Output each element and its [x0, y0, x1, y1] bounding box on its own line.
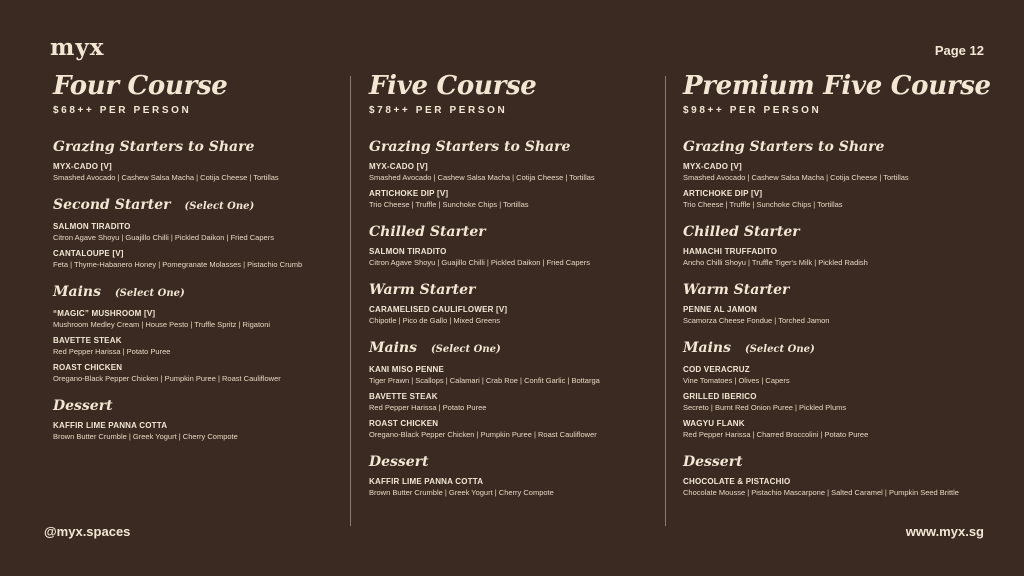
section-heading	[683, 138, 993, 156]
section-heading-text: Second Starter	[53, 197, 171, 213]
dish-name: GRILLED IBERICO	[683, 392, 757, 401]
menu-item	[53, 248, 353, 270]
dish-name: PENNE AL JAMON	[683, 305, 757, 314]
menu-item	[369, 161, 669, 183]
section-heading-text: Grazing Starters to Share	[683, 139, 885, 155]
dish-name: ARTICHOKE DIP [V]	[683, 189, 763, 198]
section-heading-text: Warm Starter	[683, 282, 790, 298]
section-heading	[369, 138, 669, 156]
social-handle: @myx.spaces	[44, 524, 131, 539]
menu-section	[53, 283, 353, 384]
section-heading	[53, 397, 353, 415]
dish-name: ROAST CHICKEN	[369, 419, 439, 428]
menu-item	[683, 161, 993, 183]
section-heading-text: Dessert	[369, 454, 429, 470]
dish-description: Red Pepper Harissa | Potato Puree	[369, 403, 487, 412]
course-title: Premium Five Course	[683, 71, 991, 101]
menu-item	[683, 364, 993, 386]
dish-name: “MAGIC” MUSHROOM [V]	[53, 309, 156, 318]
website-link: www.myx.sg	[905, 524, 984, 539]
section-heading-text: Grazing Starters to Share	[369, 139, 571, 155]
section-heading	[53, 138, 353, 156]
menu-section	[683, 138, 993, 210]
dish-description: Mushroom Medley Cream | House Pesto | Truffle Spritz | Rigatoni	[53, 320, 271, 329]
menu-section	[683, 339, 993, 440]
menu-item	[369, 391, 669, 413]
menu-item	[683, 391, 993, 413]
dish-description: Feta | Thyme-Habanero Honey | Pomegranate Molasses | Pistachio Crumb	[53, 260, 303, 269]
dish-description: Citron Agave Shoyu | Guajillo Chilli | Pickled Daikon | Fried Capers	[369, 258, 590, 267]
menu-item	[369, 188, 669, 210]
dish-description: Secreto | Burnt Red Onion Puree | Pickled Plums	[683, 403, 847, 412]
course-title: Four Course	[53, 71, 228, 101]
menu-item	[683, 304, 993, 326]
section-note: (Select One)	[114, 288, 185, 299]
menu-section	[53, 196, 353, 270]
menu-section	[53, 397, 353, 442]
dish-name: KAFFIR LIME PANNA COTTA	[53, 421, 168, 430]
section-heading-text: Dessert	[683, 454, 743, 470]
menu-item	[683, 246, 993, 268]
dish-name: CANTALOUPE [V]	[53, 249, 124, 258]
dish-name: BAVETTE STEAK	[369, 392, 438, 401]
dish-description: Oregano-Black Pepper Chicken | Pumpkin Puree | Roast Cauliflower	[53, 374, 281, 383]
dish-description: Chipotle | Pico de Gallo | Mixed Greens	[369, 316, 501, 325]
menu-section	[369, 223, 669, 268]
dish-description: Red Pepper Harissa | Potato Puree	[53, 347, 171, 356]
dish-description: Vine Tomatoes | Olives | Capers	[683, 376, 790, 385]
dish-name: KANI MISO PENNE	[369, 365, 445, 374]
dish-description: Red Pepper Harissa | Charred Broccolini | Potato Puree	[683, 430, 869, 439]
section-heading-text: Warm Starter	[369, 282, 476, 298]
menu-section	[683, 281, 993, 326]
menu-section	[683, 453, 993, 498]
menu-item	[369, 476, 669, 498]
section-heading	[683, 223, 993, 241]
menu-section	[369, 281, 669, 326]
menu-item	[369, 418, 669, 440]
menu-section	[683, 223, 993, 268]
course-price: $98++ PER PERSON	[683, 105, 822, 116]
dish-name: SALMON TIRADITO	[369, 247, 447, 256]
menu-section	[369, 339, 669, 440]
dish-description: Tiger Prawn | Scallops | Calamari | Crab Roe | Confit Garlic | Bottarga	[369, 376, 600, 385]
menu-item	[683, 418, 993, 440]
dish-name: ARTICHOKE DIP [V]	[369, 189, 449, 198]
dish-name: COD VERACRUZ	[683, 365, 750, 374]
section-heading	[683, 339, 993, 359]
dish-description: Scamorza Cheese Fondue | Torched Jamon	[683, 316, 830, 325]
menu-item	[683, 188, 993, 210]
dish-name: MYX-CADO [V]	[53, 162, 112, 171]
brand-logo: myx	[50, 34, 105, 61]
dish-description: Brown Butter Crumble | Greek Yogurt | Cherry Compote	[369, 488, 554, 497]
menu-item	[369, 364, 669, 386]
dish-name: ROAST CHICKEN	[53, 363, 123, 372]
menu-item	[53, 420, 353, 442]
section-heading	[683, 453, 993, 471]
menu-item	[53, 335, 353, 357]
dish-description: Ancho Chilli Shoyu | Truffle Tiger's Milk | Pickled Radish	[683, 258, 868, 267]
menu-column-premium-five-course	[683, 70, 993, 498]
section-heading-text: Grazing Starters to Share	[53, 139, 255, 155]
menu-item	[53, 221, 353, 243]
menu-column-five-course	[369, 70, 669, 498]
section-heading	[53, 283, 353, 303]
dish-description: Oregano-Black Pepper Chicken | Pumpkin Puree | Roast Cauliflower	[369, 430, 597, 439]
section-heading-text: Mains	[683, 340, 731, 356]
menu-item	[53, 308, 353, 330]
menu-section	[369, 453, 669, 498]
page-number: Page 12	[934, 43, 984, 58]
section-heading	[369, 339, 669, 359]
menu-item	[53, 161, 353, 183]
dish-description: Trio Cheese | Truffle | Sunchoke Chips | Tortillas	[683, 200, 843, 209]
dish-name: KAFFIR LIME PANNA COTTA	[369, 477, 484, 486]
section-note: (Select One)	[430, 344, 501, 355]
dish-description: Smashed Avocado | Cashew Salsa Macha | Cotija Cheese | Tortillas	[369, 173, 595, 182]
section-heading-text: Dessert	[53, 398, 113, 414]
menu-item	[683, 476, 993, 498]
dish-name: CHOCOLATE & PISTACHIO	[683, 477, 791, 486]
dish-description: Brown Butter Crumble | Greek Yogurt | Cherry Compote	[53, 432, 238, 441]
dish-name: WAGYU FLANK	[683, 419, 745, 428]
section-heading	[369, 223, 669, 241]
dish-description: Smashed Avocado | Cashew Salsa Macha | Cotija Cheese | Tortillas	[683, 173, 909, 182]
section-heading-text: Chilled Starter	[369, 224, 486, 240]
dish-name: CARAMELISED CAULIFLOWER [V]	[369, 305, 508, 314]
course-title: Five Course	[369, 71, 537, 101]
dish-name: BAVETTE STEAK	[53, 336, 122, 345]
dish-name: HAMACHI TRUFFADITO	[683, 247, 778, 256]
course-price: $78++ PER PERSON	[369, 105, 508, 116]
menu-item	[369, 304, 669, 326]
section-heading	[53, 196, 353, 216]
dish-description: Citron Agave Shoyu | Guajillo Chilli | Pickled Daikon | Fried Capers	[53, 233, 274, 242]
section-note: (Select One)	[184, 201, 255, 212]
section-heading	[369, 453, 669, 471]
section-heading	[683, 281, 993, 299]
dish-description: Trio Cheese | Truffle | Sunchoke Chips | Tortillas	[369, 200, 529, 209]
dish-name: MYX-CADO [V]	[369, 162, 428, 171]
menu-item	[53, 362, 353, 384]
section-heading-text: Chilled Starter	[683, 224, 800, 240]
dish-description: Chocolate Mousse | Pistachio Mascarpone | Salted Caramel | Pumpkin Seed Brittle	[683, 488, 959, 497]
section-heading-text: Mains	[53, 284, 101, 300]
dish-name: MYX-CADO [V]	[683, 162, 742, 171]
section-heading	[369, 281, 669, 299]
section-heading-text: Mains	[369, 340, 417, 356]
menu-column-four-course	[53, 70, 353, 442]
section-note: (Select One)	[744, 344, 815, 355]
dish-name: SALMON TIRADITO	[53, 222, 131, 231]
course-price: $68++ PER PERSON	[53, 105, 192, 116]
menu-section	[53, 138, 353, 183]
menu-section	[369, 138, 669, 210]
menu-item	[369, 246, 669, 268]
dish-description: Smashed Avocado | Cashew Salsa Macha | Cotija Cheese | Tortillas	[53, 173, 279, 182]
